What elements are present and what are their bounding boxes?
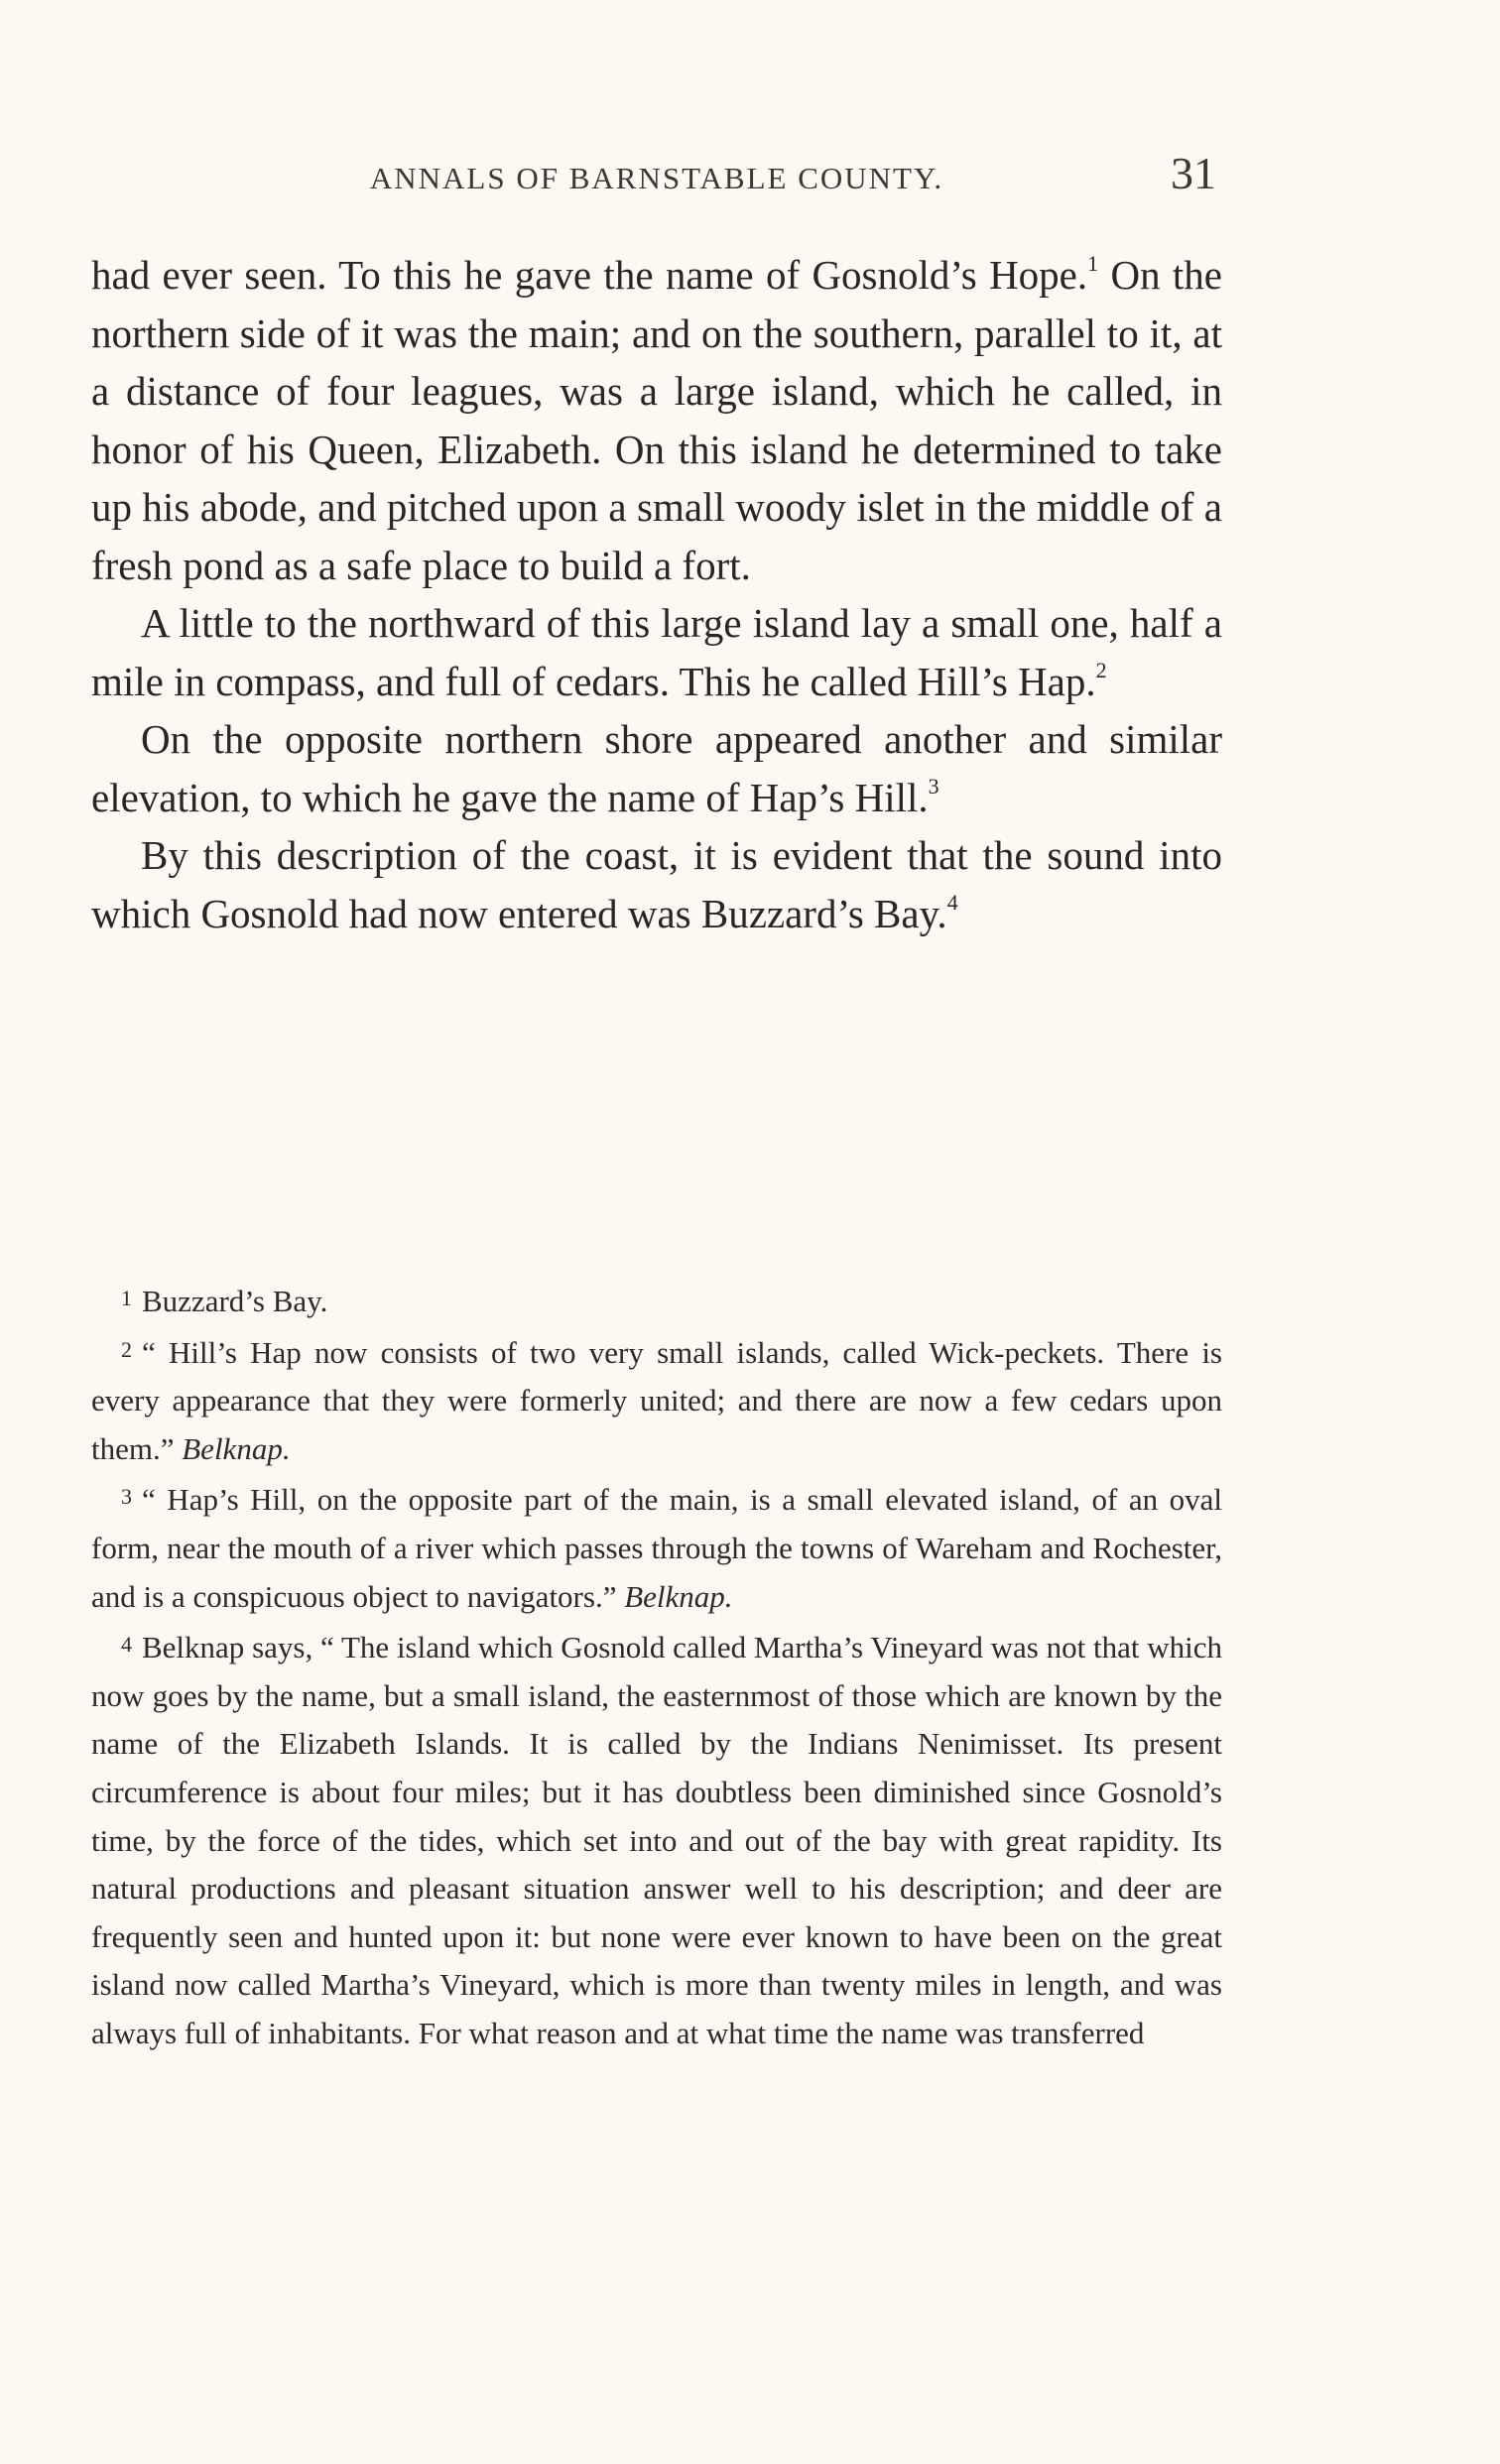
footnote-2-source: Belknap. — [182, 1430, 291, 1466]
footnote-4-text: Belknap says, “ The island which Gosnold called Martha’s Vineyard was not that which now goes by the name, but a small island, the easternmost of those which are known by the name of the Elizabeth Islands. It is called by the Indians Nenimisset. Its present circumference is about four miles; but it has doubtless been diminished since Gosnold’s time, by the force of the tides, which set into and out of the bay with great rapidity. Its natural productions and pleasant situation answer well to his description; and deer are frequently seen and hunted upon it: but none were ever known to have been on the great island now called Martha’s Vineyard, which is more than twenty miles in length, and was always full of inhabitants. For what reason and at what time the name was transferred — [91, 1630, 1222, 2050]
footnote-3-source: Belknap. — [624, 1578, 733, 1614]
footnote-1-mark: 1 — [121, 1286, 132, 1310]
footnote-ref-3: 3 — [928, 773, 939, 799]
footnote-2 — [91, 1326, 1222, 1474]
footnotes — [91, 1275, 1222, 2058]
paragraph-4 — [91, 826, 1222, 942]
main-text — [91, 246, 1222, 942]
paragraph-2-text: A little to the northward of this large island lay a small one, half a mile in compass, and full of cedars. This he called Hill’s Hap. — [91, 600, 1222, 704]
footnote-3-text: “ Hap’s Hill, on the opposite part of the main, is a small elevated island, of an oval form, near the mouth of a river which passes through the towns of Wareham and Rochester, and is a conspicuous object to navigators.” — [91, 1482, 1222, 1614]
footnote-4-mark: 4 — [121, 1632, 132, 1658]
footnote-1-text: Buzzard’s Bay. — [142, 1284, 328, 1318]
footnote-ref-2: 2 — [1095, 657, 1107, 682]
paragraph-1 — [91, 246, 1222, 594]
paragraph-3 — [91, 710, 1222, 826]
footnote-ref-1: 1 — [1087, 251, 1099, 276]
paragraph-4-text: By this description of the coast, it is evident that the sound into which Gosnold had now entered was Buzzard’s Bay. — [91, 832, 1222, 936]
paragraph-2 — [91, 594, 1222, 710]
footnote-1 — [91, 1275, 1222, 1326]
footnote-2-text: “ Hill’s Hap now consists of two very small islands, called Wick-peckets. There is every appearance that they were formerly united; and there are now a few cedars upon them.” — [91, 1334, 1222, 1466]
footnote-3-mark: 3 — [121, 1484, 132, 1510]
page-header — [91, 147, 1222, 206]
footnote-2-mark: 2 — [121, 1336, 132, 1362]
footnote-3 — [91, 1473, 1222, 1621]
paragraph-3-text: On the opposite northern shore appeared another and similar elevation, to which he gave the name of Hap’s Hill. — [91, 716, 1222, 820]
paragraph-1-text-a: had ever seen. To this he gave the name of Gosnold’s Hope. — [91, 252, 1088, 298]
footnote-ref-4: 4 — [946, 889, 958, 915]
running-head: ANNALS OF BARNSTABLE COUNTY. — [369, 161, 944, 195]
book-page — [91, 0, 1222, 2464]
footnote-4 — [91, 1621, 1222, 2057]
page-number: 31 — [1171, 148, 1216, 198]
paragraph-1-text-b: On the northern side of it was the main; and on the southern, parallel to it, at a distance of four leagues, was a large island, which he called, in honor of his Queen, Elizabeth. On this island he determined to take up his abode, and pitched upon a small woody islet in the middle of a fresh pond as a safe place to build a fort. — [91, 252, 1222, 588]
